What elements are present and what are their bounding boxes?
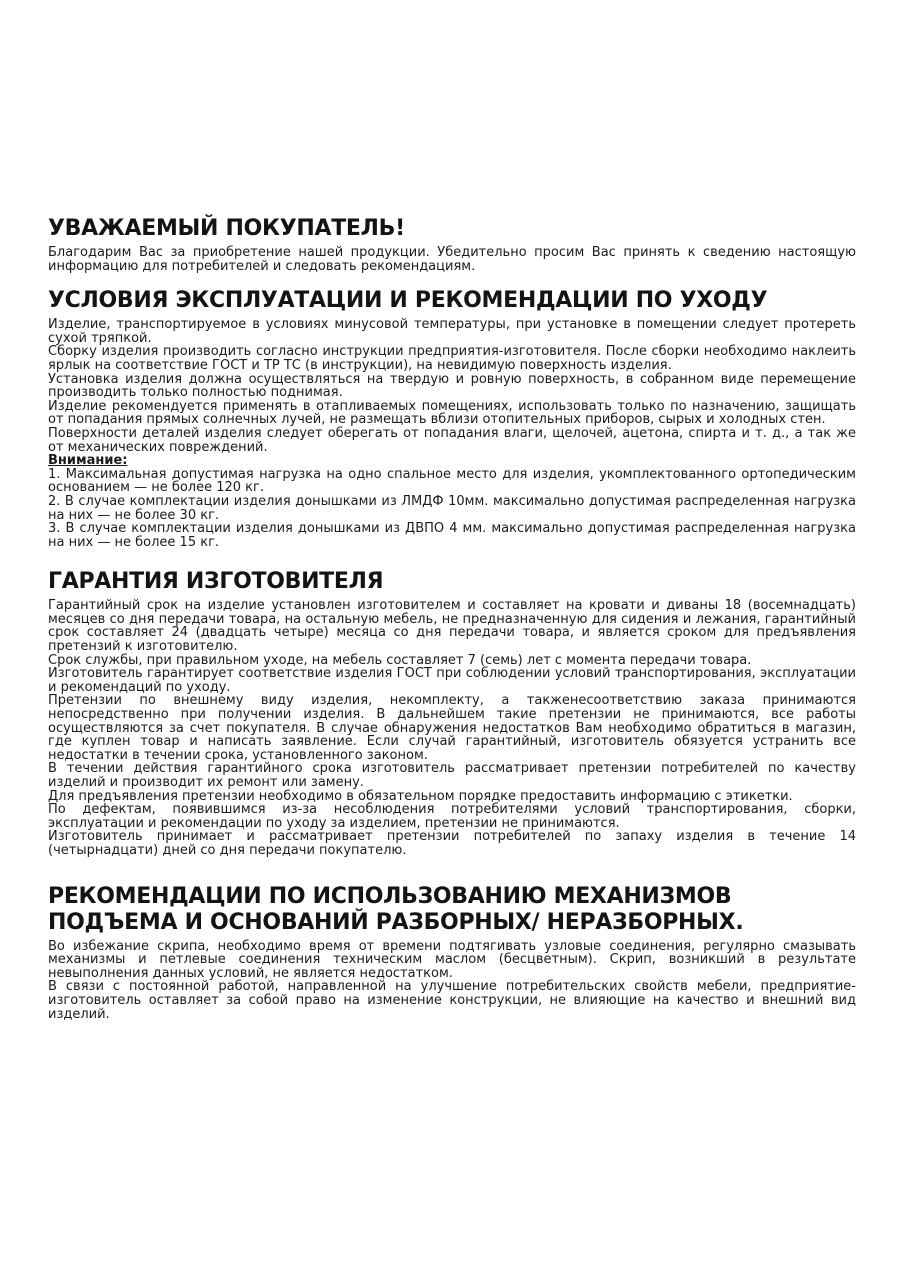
paragraph: Изготовитель принимает и рассматривает претензии потребителей по запаху изделия в течение 14 (четырнадцати) дней со дня передачи покупателю. xyxy=(48,829,856,858)
paragraph: Претензии по внешнему виду изделия, некомплекту, а такженесоответствию заказа принимаются непосредственно при получении изделия. В дальнейшем такие претензии не принимаются, все работы осуществляются за счет покупателя. В случае обнаружения недостатков Вам необходимо обратиться в магазин, где куплен товар и написать заявление. Если случай гарантийный, изготовитель обязуется устранить все недостатки в течении срока, установленного законом. xyxy=(48,693,856,763)
section-care-conditions xyxy=(48,288,856,549)
paragraph: Установка изделия должна осуществляться на твердую и ровную поверхность, в собранном виде перемещение производить только полностью поднимая. xyxy=(48,371,856,401)
paragraph: Во избежание скрипа, необходимо время от времени подтягивать узловые соединения, регулярно смазывать механизмы и петлевые соединения техническим маслом (бесцветным). Скрип, возникший в результате невыполнения данных условий, не является недостатком. xyxy=(48,938,856,981)
paragraph: Сборку изделия производить согласно инструкции предприятия-изготовителя. После сборки необходимо наклеить ярлык на соответствие ГОСТ и ТР ТС (в инструкции), на невидимую поверхность изделия. xyxy=(48,344,856,373)
paragraph: Для предъявления претензии необходимо в обязательном порядке предоставить информацию с этикетки. xyxy=(48,788,793,804)
paragraph: Срок службы, при правильном уходе, на мебель составляет 7 (семь) лет с момента передачи товара. xyxy=(48,652,752,668)
attention-label: Внимание: xyxy=(48,453,128,469)
attention-item: 2. В случае комплектации изделия донышками из ЛМДФ 10мм. максимально допустимая распределенная нагрузка на них — не более 30 кг. xyxy=(48,493,856,523)
paragraph: Гарантийный срок на изделие установлен изготовителем и составляет на кровати и диваны 18 (восемнадцать) месяцев со дня передачи товара, на остальную мебель, не предназначенную для сидения и лежания, гарантийный срок составляет 24 (двадцать четыре) месяца со дня передачи товара, и является сроком для предъявления претензий к изготовителю. xyxy=(48,598,856,655)
care-conditions-heading: УСЛОВИЯ ЭКСПЛУАТАЦИИ И РЕКОМЕНДАЦИИ ПО УХОДУ xyxy=(48,288,768,314)
paragraph: В течении действия гарантийного срока изготовитель рассматривает претензии потребителей по качеству изделий и производит их ремонт или замену. xyxy=(48,761,856,790)
paragraph: Поверхности деталей изделия следует оберегать от попадания влаги, щелочей, ацетона, спирта и т. д., а так же от механических повреждений. xyxy=(48,425,856,455)
attention-item: 3. В случае комплектации изделия донышками из ДВПО 4 мм. максимально допустимая распределенная нагрузка на них — не более 15 кг. xyxy=(48,521,856,550)
greeting-paragraph: Благодарим Вас за приобретение нашей продукции. Убедительно просим Вас принять к сведению настоящую информацию для потребителей и следовать рекомендациям. xyxy=(48,245,856,274)
warranty-heading: ГАРАНТИЯ ИЗГОТОВИТЕЛЯ xyxy=(48,569,384,595)
greeting-heading: УВАЖАЕМЫЙ ПОКУПАТЕЛЬ! xyxy=(48,216,405,241)
mechanism-recommendations-heading: РЕКОМЕНДАЦИИ ПО ИСПОЛЬЗОВАНИЮ МЕХАНИЗМОВ ПОДЪЕМА И ОСНОВАНИЙ РАЗБОРНЫХ/ НЕРАЗБОРНЫХ. xyxy=(48,883,744,935)
paragraph: Изделие, транспортируемое в условиях минусовой температуры, при установке в помещении следует протереть сухой тряпкой. xyxy=(48,317,856,346)
paragraph: По дефектам, появившимся из-за несоблюдения потребителями условий транспортирования, сборки, эксплуатации и рекомендации по уходу за изделием, претензии не принимаются. xyxy=(48,802,856,831)
section-greeting xyxy=(48,216,856,273)
paragraph: Изготовитель гарантирует соответствие изделия ГОСТ при соблюдении условий транспортирования, эксплуатации и рекомендаций по уходу. xyxy=(48,666,856,695)
section-mechanism-recommendations xyxy=(48,884,856,1022)
paragraph: В связи с постоянной работой, направленной на улучшение потребительских свойств мебели, предприятие-изготовитель оставляет за собой право на изменение конструкции, не влияющие на качество и внешний вид изделий. xyxy=(48,979,856,1022)
section-warranty xyxy=(48,569,856,857)
paragraph: Изделие рекомендуется применять в отапливаемых помещениях, использовать только по назначению, защищать от попадания прямых солнечных лучей, не размещать вблизи отопительных приборов, сырых и холодных стен. xyxy=(48,398,856,428)
attention-item: 1. Максимальная допустимая нагрузка на одно спальное место для изделия, укомплектованного ортопедическим основанием — не более 120 кг. xyxy=(48,466,856,496)
